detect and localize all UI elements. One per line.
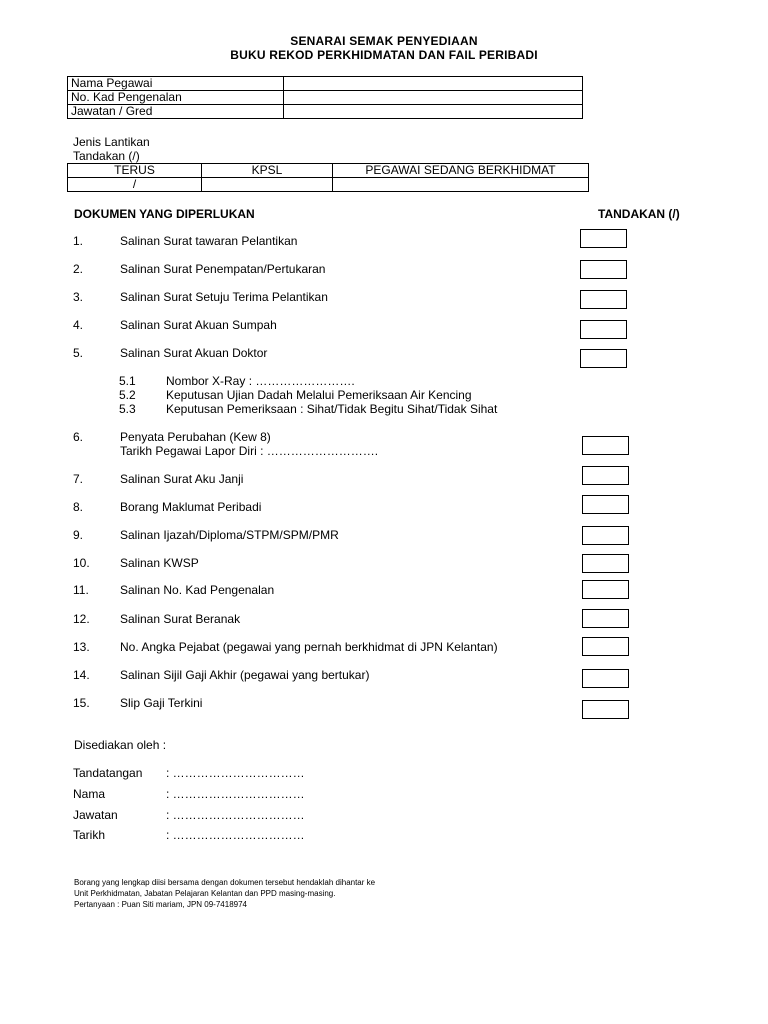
item-text: Salinan No. Kad Pengenalan [120, 583, 275, 597]
item-text: Borang Maklumat Peribadi [120, 500, 262, 514]
info-label-nama: Nama Pegawai [68, 77, 284, 91]
prepared-by-label: Disediakan oleh : [74, 738, 167, 752]
tick-box[interactable] [580, 229, 627, 248]
tick-box[interactable] [582, 526, 629, 545]
subitem-number: 5.3 [119, 402, 136, 416]
position-field[interactable]: : …………………………… [166, 808, 305, 822]
item-text: Salinan Surat Beranak [120, 612, 241, 626]
tick-box[interactable] [582, 700, 629, 719]
col-pegawai-berkhidmat: PEGAWAI SEDANG BERKHIDMAT [333, 164, 589, 178]
item-number: 2. [73, 262, 84, 276]
tandakan-instruction: Tandakan (/) [73, 149, 140, 163]
item-number: 6. [73, 430, 84, 444]
item-number: 10. [73, 556, 90, 570]
tick-box[interactable] [580, 320, 627, 339]
table-row [68, 105, 583, 119]
appointment-type-table [67, 163, 589, 192]
item-number: 4. [73, 318, 84, 332]
tick-box[interactable] [582, 495, 629, 514]
table-header-row [68, 164, 589, 178]
jenis-lantikan-label: Jenis Lantikan [73, 135, 150, 149]
name-field[interactable]: : …………………………… [166, 787, 305, 801]
item-text: Penyata Perubahan (Kew 8) [120, 430, 271, 444]
info-label-jawatan: Jawatan / Gred [68, 105, 284, 119]
tick-box[interactable] [580, 290, 627, 309]
item-number: 7. [73, 472, 84, 486]
item-number: 14. [73, 668, 90, 682]
signature-label: Tandatangan [73, 766, 143, 780]
item-number: 8. [73, 500, 84, 514]
tick-column-heading: TANDAKAN (/) [598, 207, 680, 221]
info-value-ic[interactable] [284, 91, 583, 105]
subitem-number: 5.1 [119, 374, 136, 388]
item-text: Salinan KWSP [120, 556, 199, 570]
employee-info-table [67, 76, 583, 119]
footer-note-line2: Unit Perkhidmatan, Jabatan Pelajaran Kelantan dan PPD masing-masing. [74, 889, 336, 898]
item-text: Salinan Surat Penempatan/Pertukaran [120, 262, 326, 276]
tick-box[interactable] [582, 466, 629, 485]
signature-field[interactable]: : …………………………… [166, 766, 305, 780]
col-terus: TERUS [68, 164, 202, 178]
tick-box[interactable] [582, 637, 629, 656]
subitem-text: Keputusan Ujian Dadah Melalui Pemeriksaan Air Kencing [166, 388, 472, 402]
date-field[interactable]: : …………………………… [166, 828, 305, 842]
item-number: 11. [73, 583, 89, 597]
item-number: 13. [73, 640, 90, 654]
item-number: 9. [73, 528, 84, 542]
item-text: Salinan Surat tawaran Pelantikan [120, 234, 298, 248]
info-value-jawatan[interactable] [284, 105, 583, 119]
tick-box[interactable] [580, 260, 627, 279]
tick-box[interactable] [582, 436, 629, 455]
item-number: 3. [73, 290, 84, 304]
item-number: 5. [73, 346, 84, 360]
item-text: Salinan Ijazah/Diploma/STPM/SPM/PMR [120, 528, 339, 542]
tick-box[interactable] [580, 349, 627, 368]
item-text: Salinan Surat Setuju Terima Pelantikan [120, 290, 328, 304]
col-kpsl: KPSL [202, 164, 333, 178]
lapor-diri-text: Tarikh Pegawai Lapor Diri : ………………………. [120, 444, 379, 458]
table-row [68, 77, 583, 91]
item-text: Salinan Surat Aku Janji [120, 472, 244, 486]
item-text: Slip Gaji Terkini [120, 696, 203, 710]
tick-box[interactable] [582, 669, 629, 688]
item-number: 15. [73, 696, 90, 710]
table-row [68, 91, 583, 105]
date-label: Tarikh [73, 828, 106, 842]
item-text: Salinan Surat Akuan Sumpah [120, 318, 277, 332]
document-title: SENARAI SEMAK PENYEDIAAN [290, 34, 478, 48]
item-text: Salinan Surat Akuan Doktor [120, 346, 268, 360]
info-label-ic: No. Kad Pengenalan [68, 91, 284, 105]
footer-contact: Pertanyaan : Puan Siti mariam, JPN 09-7418974 [74, 900, 247, 909]
name-label: Nama [73, 787, 106, 801]
subitem-text: Keputusan Pemeriksaan : Sihat/Tidak Begitu Sihat/Tidak Sihat [166, 402, 498, 416]
mark-pegawai-berkhidmat[interactable] [333, 178, 589, 192]
item-text: No. Angka Pejabat (pegawai yang pernah berkhidmat di JPN Kelantan) [120, 640, 498, 654]
documents-heading: DOKUMEN YANG DIPERLUKAN [74, 207, 255, 221]
tick-box[interactable] [582, 609, 629, 628]
mark-terus[interactable]: / [68, 178, 202, 192]
document-subtitle: BUKU REKOD PERKHIDMATAN DAN FAIL PERIBADI [230, 48, 538, 62]
table-row [68, 178, 589, 192]
tick-box[interactable] [582, 554, 629, 573]
subitem-number: 5.2 [119, 388, 136, 402]
subitem-text: Nombor X-Ray : ……………………. [166, 374, 355, 388]
tick-box[interactable] [582, 580, 629, 599]
mark-kpsl[interactable] [202, 178, 333, 192]
item-text: Salinan Sijil Gaji Akhir (pegawai yang bertukar) [120, 668, 370, 682]
position-label: Jawatan [73, 808, 118, 822]
footer-note-line1: Borang yang lengkap diisi bersama dengan dokumen tersebut hendaklah dihantar ke [74, 878, 376, 887]
item-number: 1. [73, 234, 84, 248]
item-number: 12. [73, 612, 90, 626]
info-value-nama[interactable] [284, 77, 583, 91]
